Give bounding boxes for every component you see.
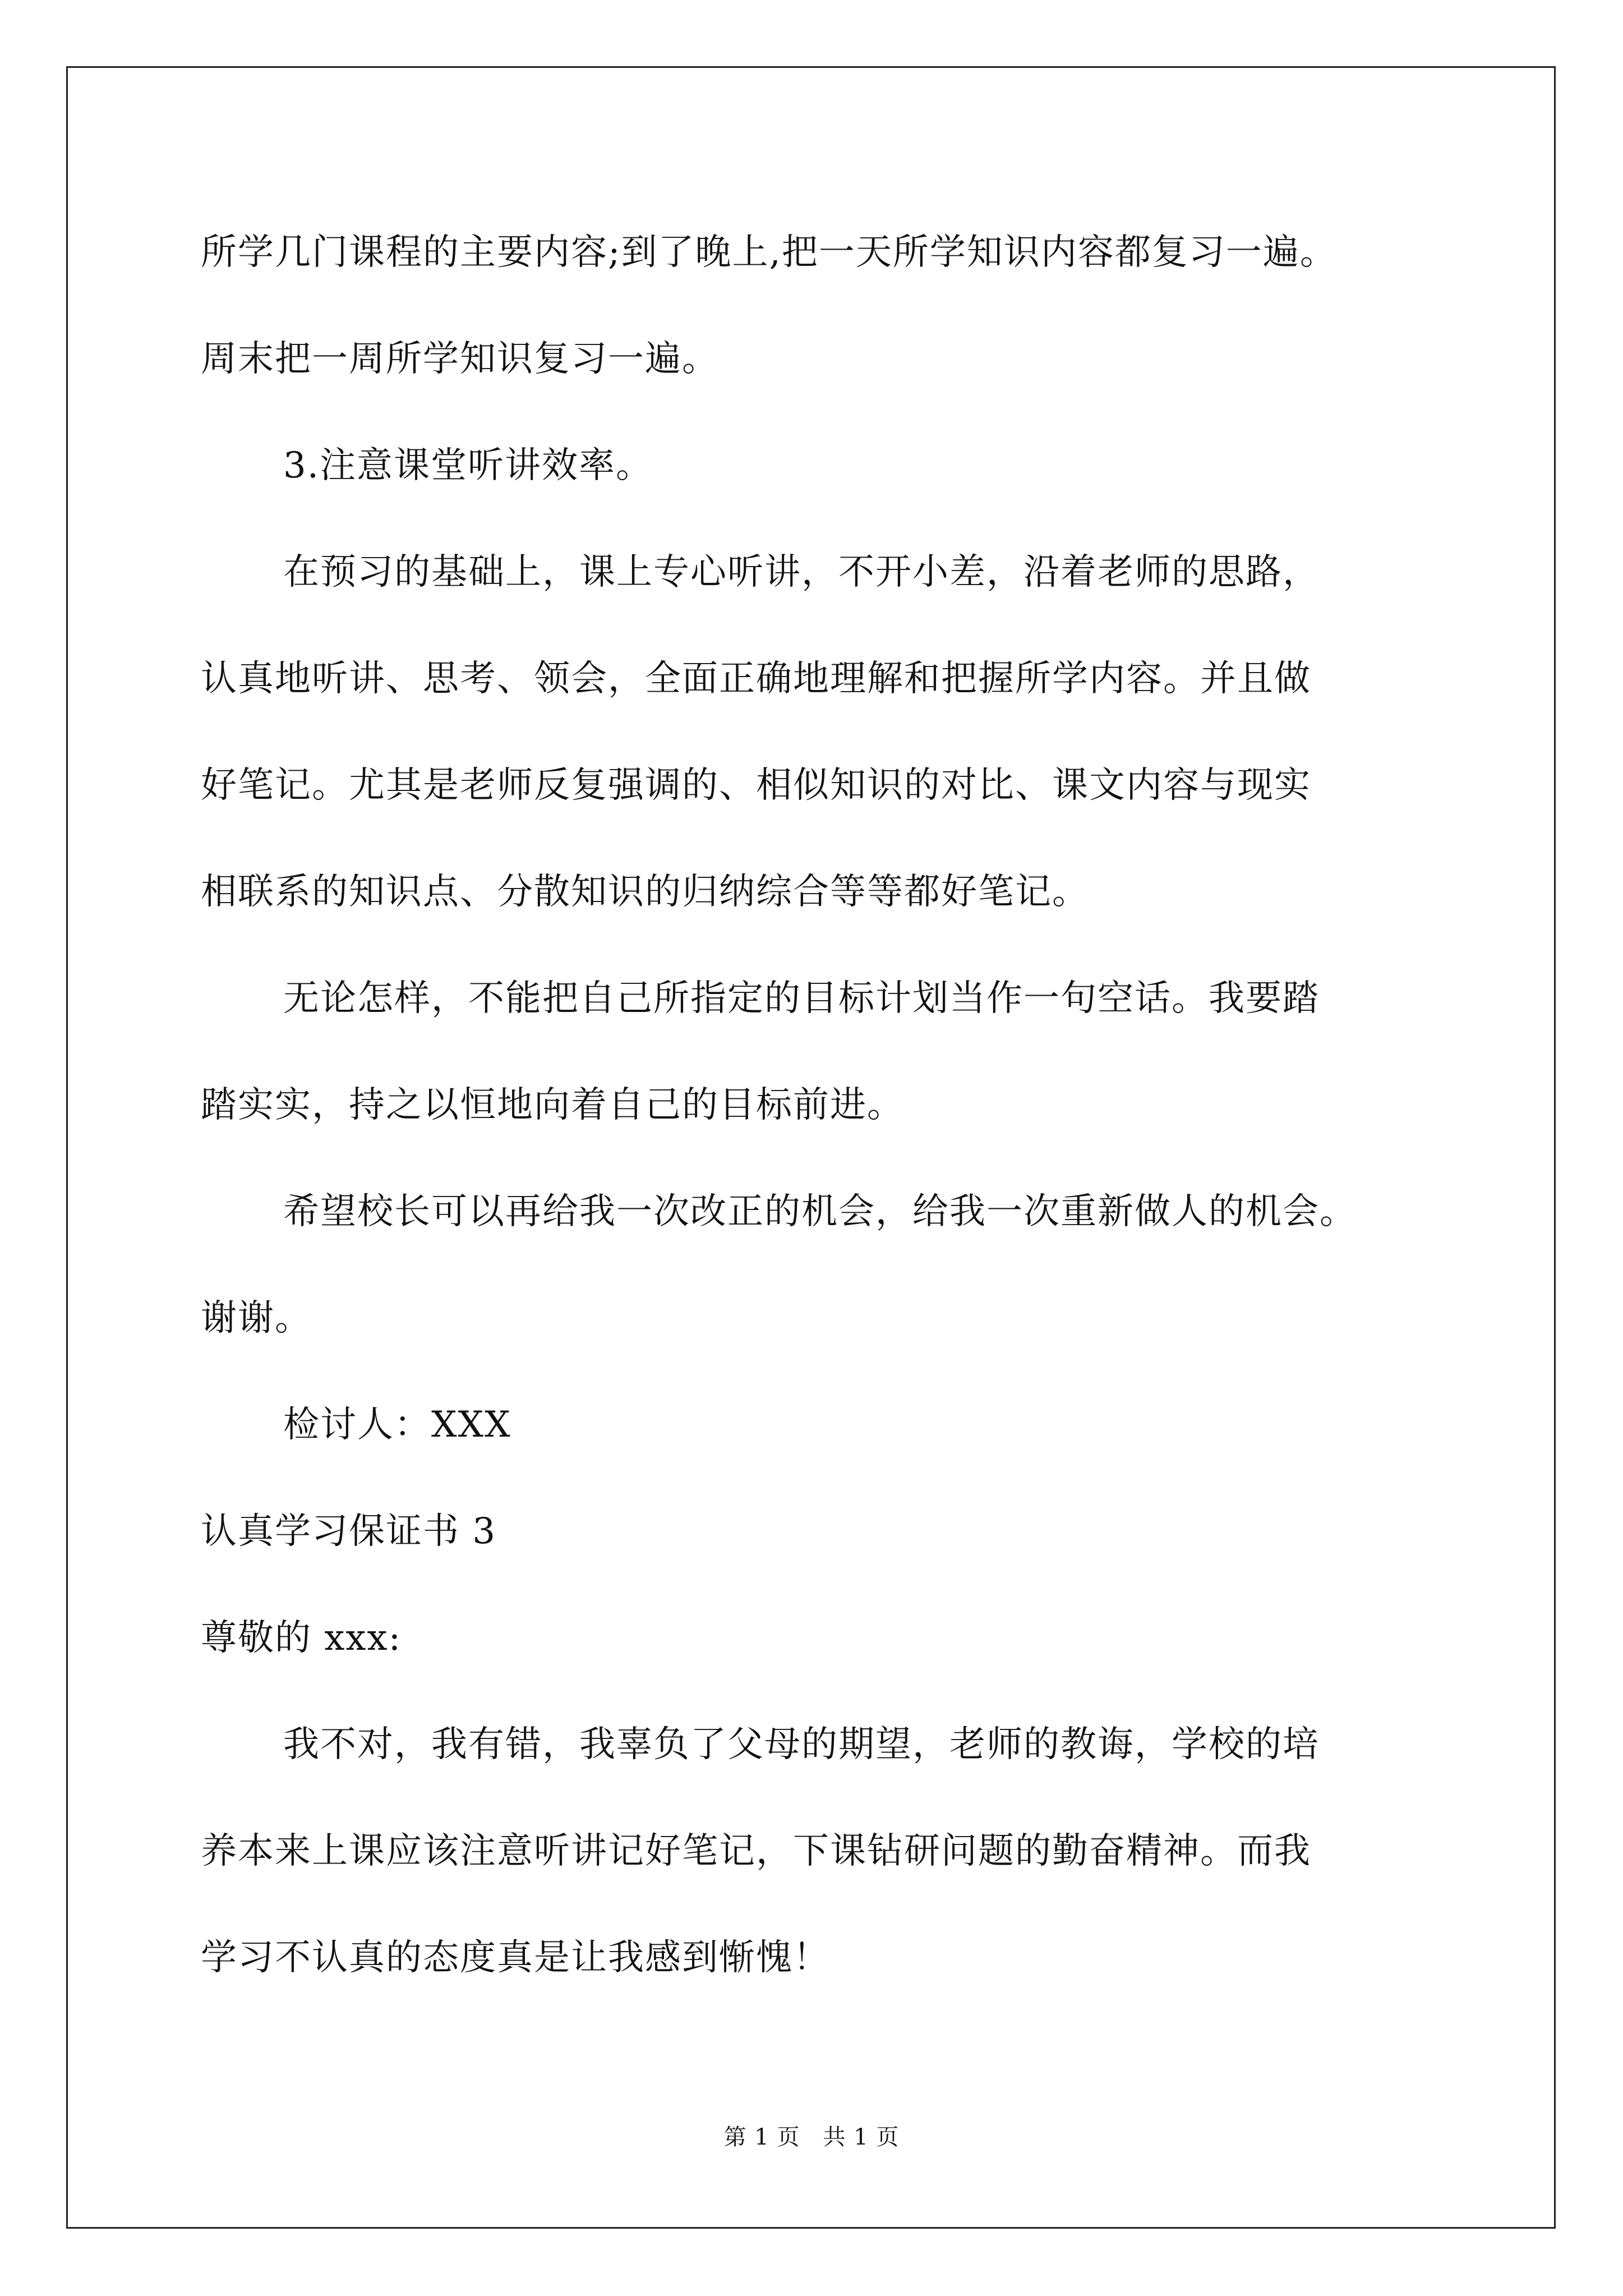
text-line: 认真地听讲、思考、领会，全面正确地理解和把握所学内容。并且做 [201,658,1311,700]
salutation: 尊敬的 xxx: [201,1617,402,1659]
text-line: 养本来上课应该注意听讲记好笔记，下课钻研问题的勤奋精神。而我 [201,1830,1311,1872]
section-title: 认真学习保证书 3 [201,1511,497,1552]
text-line: 相联系的知识点、分散知识的归纳综合等等都好笔记。 [201,871,1089,913]
signature-line: 检讨人：XXX [283,1404,511,1446]
text-line: 3.注意课堂听讲效率。 [283,445,653,486]
text-line: 无论怎样，不能把自己所指定的目标计划当作一句空话。我要踏 [283,978,1320,1019]
text-line: 踏实实，持之以恒地向着自己的目标前进。 [201,1084,904,1126]
text-line: 在预习的基础上，课上专心听讲，不开小差，沿着老师的思路， [283,551,1320,593]
text-line: 我不对，我有错，我辜负了父母的期望，老师的教诲，学校的培 [283,1724,1320,1765]
text-line: 所学几门课程的主要内容;到了晚上,把一天所学知识内容都复习一遍。 [201,232,1337,273]
text-line: 学习不认真的态度真是让我感到惭愧！ [201,1937,830,1978]
text-line: 周末把一周所学知识复习一遍。 [201,338,719,380]
text-line: 谢谢。 [201,1297,312,1339]
text-line: 希望校长可以再给我一次改正的机会，给我一次重新做人的机会。 [283,1191,1357,1232]
page-footer: 第 1 页 共 1 页 [723,2124,900,2150]
page-frame [66,66,1556,2229]
text-line: 好笔记。尤其是老师反复强调的、相似知识的对比、课文内容与现实 [201,765,1311,806]
